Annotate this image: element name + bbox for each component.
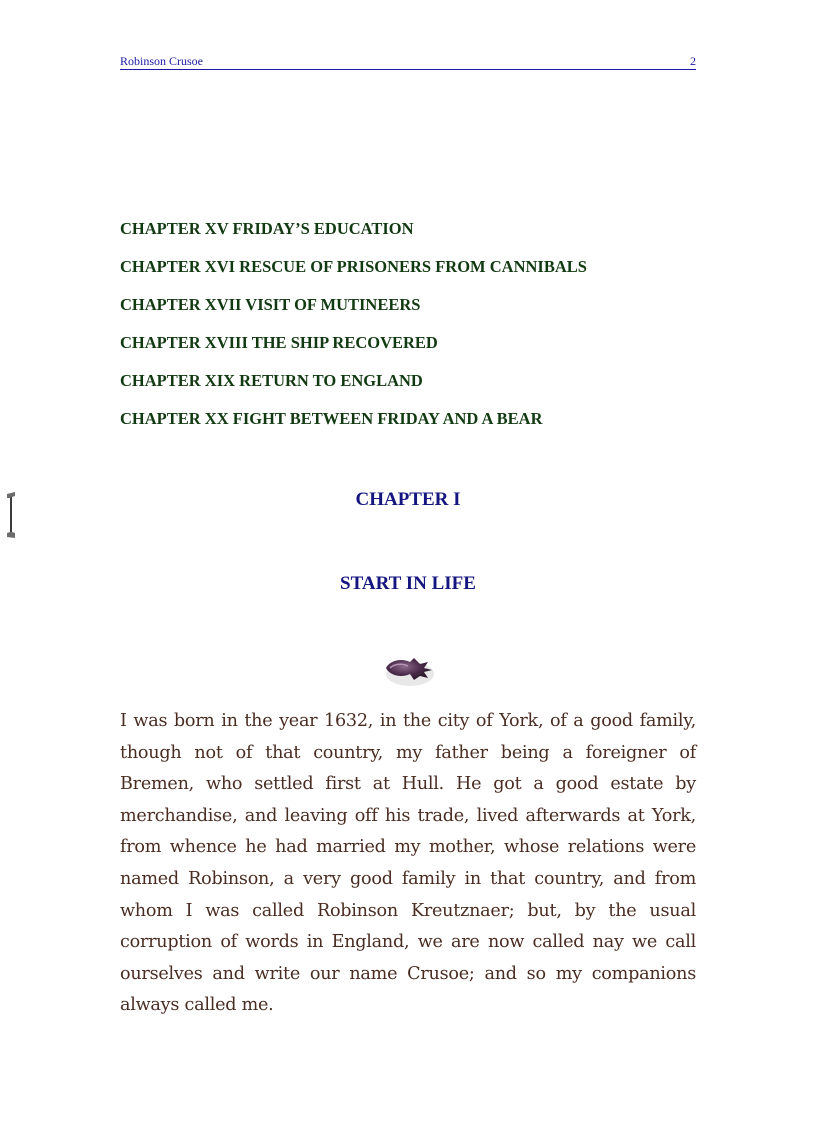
pointing-fist-ornament-icon (380, 648, 438, 690)
toc-item: CHAPTER XIX RETURN TO ENGLAND (120, 371, 423, 390)
toc-item: CHAPTER XX FIGHT BETWEEN FRIDAY AND A BEAR (120, 409, 543, 428)
header-book-title: Robinson Crusoe (120, 54, 204, 68)
running-header (120, 53, 696, 70)
toc-item: CHAPTER XV FRIDAY’S EDUCATION (120, 219, 414, 238)
chapter-subtitle: START IN LIFE (340, 573, 476, 594)
chapter-body-paragraph: I was born in the year 1632, in the city of York, of a good family, though not of that country, my father being a foreigner of Bremen, who settled first at Hull. He got a good estate by merchandise, and leaving off his trade, lived afterwards at York, from whence he had married my mother, whose relations were named Robinson, a very good family in that country, and from whom I was called Robinson Kreutznaer; but, by the usual corruption of words in England, we are now called nay we call ourselves and write our name Crusoe; and so my companions always called me. (120, 711, 696, 1016)
toc-item: CHAPTER XVIII THE SHIP RECOVERED (120, 333, 438, 352)
table-of-contents (120, 216, 720, 444)
toc-item: CHAPTER XVI RESCUE OF PRISONERS FROM CANNIBALS (120, 257, 587, 276)
chapter-heading: CHAPTER I (355, 489, 461, 510)
toc-item: CHAPTER XVII VISIT OF MUTINEERS (120, 295, 421, 314)
header-page-number: 2 (690, 54, 696, 68)
